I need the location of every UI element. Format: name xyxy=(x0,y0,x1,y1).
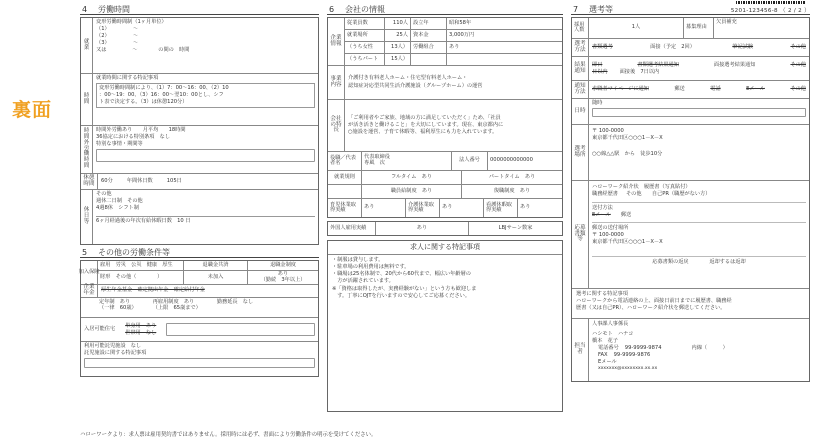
selection-special-title: 選考に関する特記事項 xyxy=(576,291,628,297)
hire-value: 1人 xyxy=(589,18,684,38)
rep-name: 専風 次 xyxy=(364,160,385,166)
method-interview: 面接（予定 2回） xyxy=(650,43,695,50)
contact-fax-label: FAX xyxy=(598,352,608,359)
childcare: 利用可能託児施設 なし xyxy=(84,343,142,349)
method-written: 筆記試験 xyxy=(732,43,754,50)
childcare-bracket xyxy=(84,358,315,368)
founded-value: 昭和58年 xyxy=(447,18,562,30)
paid-leave: 6ヶ月経過後の年次有給休暇日数 10 日 xyxy=(96,218,191,225)
date-label: 日時 xyxy=(572,99,589,124)
employees-total: 110人 xyxy=(385,18,411,30)
offer-special-line: ・制服は貸与します。 xyxy=(332,257,384,264)
holiday-line: その他 xyxy=(96,191,112,197)
offer-special-box xyxy=(327,240,563,412)
doc-code-line xyxy=(731,8,810,16)
feature-line: 「ご利用者やご家族、地域の方に満足していただく」ため、「社員 xyxy=(348,114,501,121)
overtime-line: 特別な事情・期間等 xyxy=(96,141,143,148)
date-bracket xyxy=(592,108,806,117)
rules-part: パートタイム あり xyxy=(462,171,562,185)
contact-name: 橋本 花子 xyxy=(592,338,618,345)
corp-no-label: 法人番号 xyxy=(452,152,488,170)
result-label: 結果通知 xyxy=(572,57,589,80)
notify-mypage: 求職者マイページに通知 xyxy=(592,85,649,92)
apply-docs: ハローワーク紹介状 履歴書（写真貼付） xyxy=(592,184,691,190)
nursing-leave-label: 介護休業取得実績 xyxy=(406,199,440,217)
work-line: （1） 〜 xyxy=(96,26,139,33)
overtime-label: 時間外労働時間 xyxy=(81,126,93,173)
contact-kana: ハシモト ハナコ xyxy=(592,331,634,338)
housing-bracket xyxy=(166,323,315,336)
overtime-line: 36協定における特別条項 なし xyxy=(96,134,171,141)
result-days: 日以内 xyxy=(592,68,608,75)
offer-special-line: ・職場は25名体制で、20代から60代まで、幅広い年齢層の xyxy=(332,271,471,278)
special-line: 変形労働時間制により、（1）7：00〜16：00、（2）10 xyxy=(99,85,229,92)
apply-method-email: Eメール xyxy=(592,212,611,219)
capital-value: 3,000万円 xyxy=(447,30,562,42)
method-other: その他 xyxy=(790,43,806,50)
work-hours-special xyxy=(93,74,318,125)
apply-return: 応募書類の返戻 返却するは返却 xyxy=(652,259,746,266)
retire-system-note: （勤続 3年以上） xyxy=(260,276,306,283)
business-content xyxy=(345,66,562,99)
nursing-care-value: あり xyxy=(520,204,531,211)
result-same-day: 即日 xyxy=(592,61,603,68)
side-label: 裏面 xyxy=(12,99,53,121)
work-label: 就業 xyxy=(81,18,93,73)
foreign-hire-box xyxy=(327,221,563,236)
rehire: 再雇用制度 あり xyxy=(152,299,195,305)
feature-content xyxy=(345,100,562,151)
special-line: ト表で決定する。（3）は休憩120分） xyxy=(99,99,188,106)
pension-label: 企業年金 xyxy=(81,285,98,297)
result-interview-notify: 面接選考結果通知 xyxy=(713,61,756,68)
footer-note: ハローワークより：求人票は雇用契約書ではありません。採用時には必ず、書面により労働条件の明示を受けてください。 xyxy=(80,432,377,438)
extension: 勤務延長 なし xyxy=(216,299,254,305)
reinstate: 復職制度 あり xyxy=(462,185,562,199)
retire-system-label: 退職金制度 xyxy=(248,261,318,271)
apply-docs-resume: 職務経歴書 xyxy=(592,191,618,198)
childcare-leave-label: 育児休業取得実績 xyxy=(328,199,362,217)
contact-ext: 内線（ ） xyxy=(691,345,728,352)
section-6-header xyxy=(327,4,563,15)
retire-fund-value: 未加入 xyxy=(184,271,248,285)
overtime-values xyxy=(93,126,318,173)
childcare-note: 託児施設に関する特記事項 xyxy=(84,350,147,357)
emp-women-label: （うち女性 xyxy=(345,42,385,54)
holiday-label: 休日等 xyxy=(81,190,93,244)
annual-holiday-value: 105日 xyxy=(166,177,182,184)
contact-mail: xxxxxxx@xxxxxxxx.xx.xx xyxy=(598,366,658,372)
rehire-sub: （上限 65歳まで） xyxy=(152,305,201,312)
column-1 xyxy=(80,4,319,377)
feature-label: 会社の特長 xyxy=(328,100,345,151)
contact-fax: 99-9999-9876 xyxy=(613,352,651,359)
feature-line: ○施設を運営、子育て休暇等、福利厚生にも力を入れています。 xyxy=(348,129,498,135)
apply-dest-title: 郵送の送付場所 xyxy=(592,225,629,232)
retire-fund-label: 退職金共済 xyxy=(184,261,248,271)
section-number: 4 xyxy=(82,5,88,14)
work-line: （2） 〜 xyxy=(96,33,139,40)
annual-holiday-label: 年間休日数 xyxy=(126,177,153,184)
result-after-interview: 面接後 7日以内 xyxy=(619,68,660,75)
section-4-header xyxy=(80,4,319,15)
working-hours-box xyxy=(80,17,319,245)
break-value: 60分 xyxy=(101,177,113,184)
offer-special-line: す。丁寧にOJTを行いますので安心してご応募ください。 xyxy=(332,292,471,299)
place-address: 東京都千代田区○○○1－X－X xyxy=(592,135,663,142)
reason-label: 募集理由 xyxy=(684,18,714,38)
date-value: 随時 xyxy=(592,100,603,106)
time-label: 時間 xyxy=(81,74,93,125)
contact-tel-label: 電話番号 xyxy=(598,345,619,352)
notify-mail: 郵送 xyxy=(674,85,685,92)
rules-label: 就業規則 xyxy=(328,171,362,185)
emp-women: 13人） xyxy=(385,42,411,54)
special-line: ：00〜19：00、（3）16：00〜翌10：00とし、シフ xyxy=(99,92,224,99)
work-line: （3） 〜 xyxy=(96,40,139,47)
housing-family: 世帯用 なし xyxy=(125,329,157,336)
result-other: その他 xyxy=(790,61,806,68)
section-number: 7 xyxy=(573,5,579,14)
holiday-line: 週休二日制 その他 xyxy=(96,198,143,205)
capital-label: 資本金 xyxy=(411,30,447,42)
apply-dest-address: 東京都千代田区○○○1－X－X xyxy=(592,239,663,246)
emp-part: 15人） xyxy=(385,54,411,66)
work-line: 又は 〜 の間の 時間 xyxy=(96,47,190,54)
section-5-header xyxy=(80,247,319,258)
method-docs: 書類選考 xyxy=(592,43,613,50)
job-offer-sheet-back xyxy=(80,4,810,434)
place-label: 選考場所 xyxy=(572,125,589,180)
emp-site-label: 就業場所 xyxy=(345,30,385,42)
offer-special-line: 方が活躍されています。 xyxy=(332,278,394,285)
apply-docs-other: その他 自己PR（職歴がない方） xyxy=(625,191,711,198)
place-zip: 〒 100-0000 xyxy=(592,128,624,134)
special-title: 就業時間に関する特記事項 xyxy=(96,75,159,81)
feature-line: が活き活きと働けること」を大切にしています。現在、東京都内に xyxy=(348,121,504,128)
retire-age-sub: （一律 60歳） xyxy=(99,305,137,312)
union-value: あり xyxy=(447,42,562,54)
rep-label: 役職／代表者名 xyxy=(328,152,362,170)
overtime-line: 時間外労働あり 月平均 18時間 xyxy=(96,127,186,133)
rules-full: フルタイム あり xyxy=(362,171,462,185)
break-label: 休憩時間 xyxy=(81,174,98,189)
section-number: 6 xyxy=(329,5,335,14)
pension-value: 厚生年金基金 確定拠出年金 確定給付年金 xyxy=(101,287,205,294)
company-label: 企業情報 xyxy=(328,18,345,65)
section-number: 5 xyxy=(82,248,88,257)
offer-special-line: ・駐車場の利用費用は無料です。 xyxy=(332,264,410,271)
selection-box xyxy=(571,17,810,382)
contact-mail-label: Eメール xyxy=(598,359,617,366)
other-label: LBJサーン数家 xyxy=(498,224,533,231)
holiday-values xyxy=(93,190,318,244)
work-hours-values xyxy=(93,18,318,73)
insurance-types: 雇用 労災 公災 健康 厚生 xyxy=(98,261,184,271)
union-label: 労働組合 xyxy=(411,42,447,54)
nursing-leave-value: あり xyxy=(440,199,484,217)
section-title: 選考等 xyxy=(589,5,613,14)
doc-code: 5201-123456-8 xyxy=(730,8,778,14)
barcode xyxy=(736,1,806,4)
offer-special-title: 求人に関する特記事項 xyxy=(328,241,562,255)
apply-label: 応募書類等 xyxy=(572,181,589,288)
corp-no-value: 0000000000000 xyxy=(490,157,533,164)
hire-label: 採用人数 xyxy=(572,18,589,38)
offer-special-line: ※「資格は取得したが、実務経験がない」という方も歓迎しま xyxy=(332,285,477,292)
business-label: 事業内容 xyxy=(328,66,345,99)
apply-method-post: 郵送 xyxy=(620,212,632,219)
founded-label: 設立年 xyxy=(411,18,447,30)
section-title: その他の労働条件等 xyxy=(98,248,170,257)
business-line: 介護付き有料老人ホーム・住宅型有料老人ホーム・ xyxy=(348,75,468,82)
retire-age: 定年制 あり xyxy=(99,299,131,305)
retire-system-value: あり xyxy=(277,270,289,277)
insurance-other: 財形 その他（ ） xyxy=(98,271,184,285)
side-job: 職員給制度 あり xyxy=(362,185,462,199)
holiday-line: 4週8休 シフト制 xyxy=(96,205,139,212)
column-2 xyxy=(327,4,563,412)
apply-dest-zip: 〒 100-0000 xyxy=(592,232,624,239)
result-doc-notify: 書類選考結果通知 xyxy=(637,61,679,68)
contact-dept: 人事課人事係長 xyxy=(592,321,629,327)
selection-special-line: ハローワークから電話連絡の上、面接日前日までに履歴書、職務経 xyxy=(576,298,732,305)
selection-special-line: 歴書（又は自己PR）、ハローワーク紹介状を郵送してください。 xyxy=(576,305,726,312)
place-access: ○○線△△駅 から 徒歩10分 xyxy=(592,151,663,158)
break-values xyxy=(98,174,318,189)
work-line: 変形労働時間制（1ヶ月単位） xyxy=(96,19,167,25)
contact-tel: 99-9999-9874 xyxy=(624,345,662,352)
section-title: 会社の情報 xyxy=(345,5,385,14)
rep-title: 代表取締役 xyxy=(364,154,390,161)
nursing-care-label: 看護休暇取得実績 xyxy=(484,199,518,217)
employees-label: 従業員数 xyxy=(345,18,385,30)
notify-email: Eメール xyxy=(746,85,765,92)
method-label: 選考方法 xyxy=(572,39,589,56)
notify-label: 通知方法 xyxy=(572,81,589,98)
column-3 xyxy=(571,4,810,382)
foreign-label: 外国人雇用実績 xyxy=(328,222,376,235)
foreign-value: あり xyxy=(376,222,469,235)
childcare-leave-value: あり xyxy=(362,199,406,217)
housing-single: 単身用 あり xyxy=(125,323,157,330)
apply-method-title: 送付方法 xyxy=(592,205,613,212)
company-info-box xyxy=(327,17,563,218)
insurance-label: 加入保険 xyxy=(81,261,98,285)
notify-phone: 電話 xyxy=(710,85,721,92)
contact-label: 担当者 xyxy=(572,319,589,381)
overtime-bracket xyxy=(96,149,315,162)
notify-other: その他 xyxy=(790,85,806,92)
page-indicator: （ 2 / 2 ） xyxy=(779,8,810,14)
section-title: 労働時間 xyxy=(98,5,130,14)
housing-label: 入居可能住宅 xyxy=(84,325,116,332)
other-conditions-box xyxy=(80,260,319,377)
emp-site: 25人 xyxy=(385,30,411,42)
reason-value: 欠員補充 xyxy=(716,19,737,25)
business-line: 認知症対応型共同生活介護施設（グループホーム）の運営 xyxy=(348,82,483,89)
emp-part-label: （うちパート xyxy=(345,54,385,66)
